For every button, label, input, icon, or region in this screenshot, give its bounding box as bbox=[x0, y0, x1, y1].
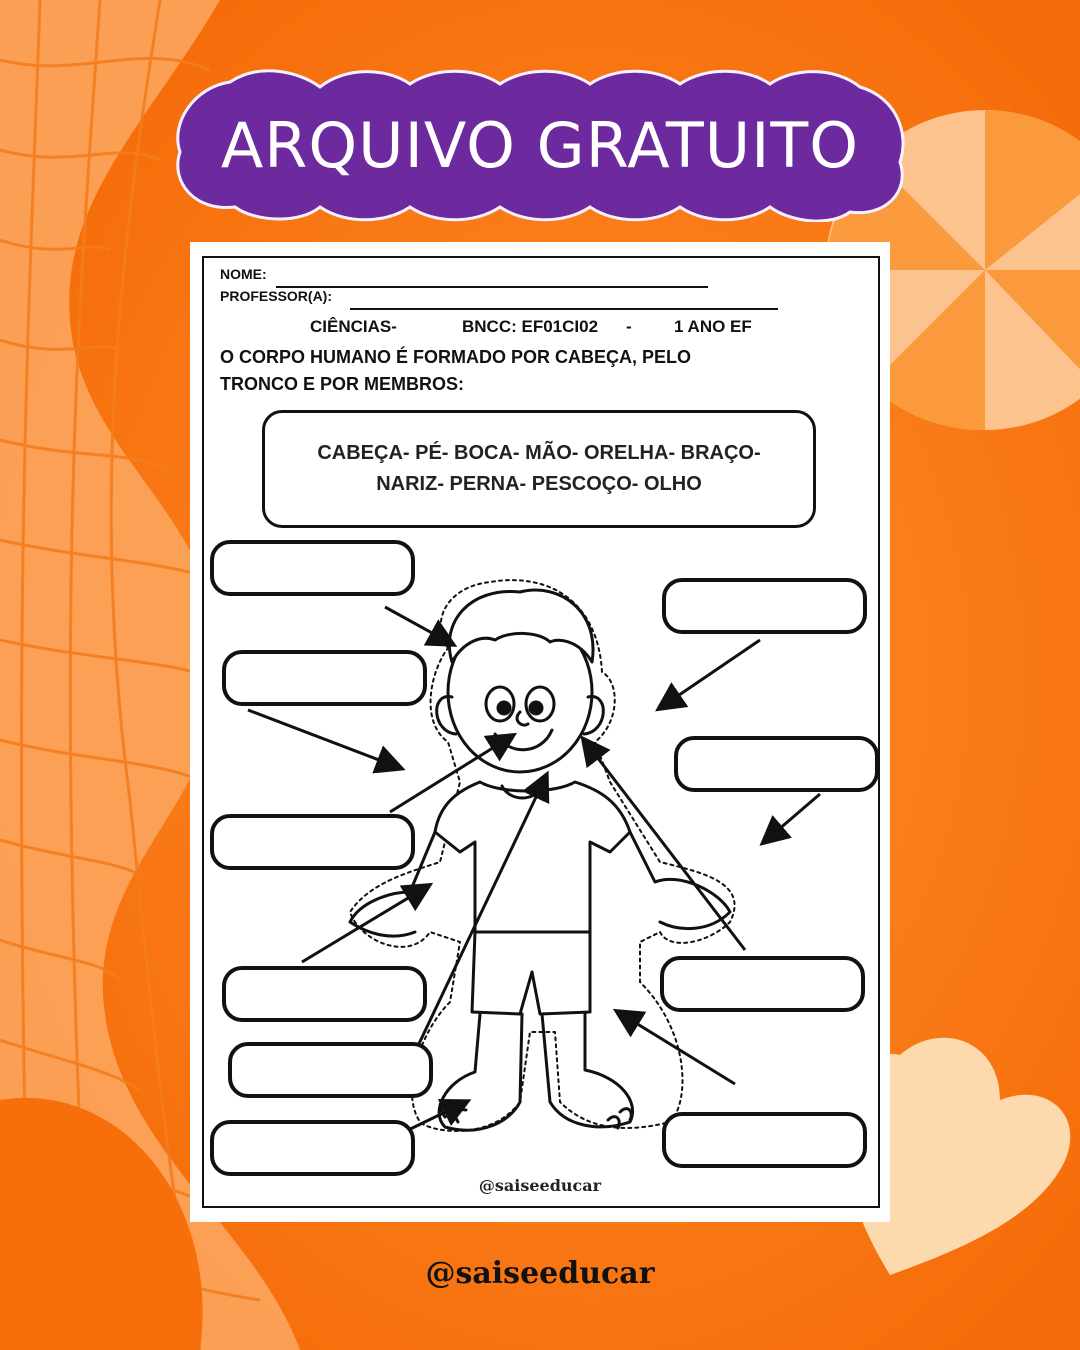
answer-blank-1[interactable] bbox=[210, 540, 415, 596]
intro-line-2: TRONCO E POR MEMBROS: bbox=[220, 374, 465, 394]
answer-blank-3[interactable] bbox=[222, 650, 427, 706]
worksheet-page bbox=[190, 242, 890, 1222]
worksheet-watermark: @saiseeducar bbox=[478, 1176, 602, 1195]
teacher-label: PROFESSOR(A): bbox=[220, 288, 332, 304]
grade-label: 1 ANO EF bbox=[674, 317, 752, 336]
name-label: NOME: bbox=[220, 266, 267, 282]
answer-blank-5[interactable] bbox=[210, 814, 415, 870]
answer-blank-8[interactable] bbox=[228, 1042, 433, 1098]
banner-title: ARQUIVO GRATUITO bbox=[220, 108, 860, 182]
intro-line-1: O CORPO HUMANO É FORMADO POR CABEÇA, PELO bbox=[220, 347, 692, 367]
subject-label: CIÊNCIAS- bbox=[310, 317, 397, 336]
answer-blank-10[interactable] bbox=[662, 1112, 867, 1168]
answer-blank-2[interactable] bbox=[662, 578, 867, 634]
answer-blank-6[interactable] bbox=[222, 966, 427, 1022]
footer-handle: @saiseeducar bbox=[425, 1256, 655, 1291]
word-bank-line-2: NARIZ- PERNA- PESCOÇO- OLHO bbox=[376, 473, 702, 495]
answer-blank-4[interactable] bbox=[674, 736, 879, 792]
header-separator: - bbox=[626, 317, 632, 336]
answer-blank-7[interactable] bbox=[660, 956, 865, 1012]
bncc-code: BNCC: EF01CI02 bbox=[462, 317, 599, 336]
word-bank-line-1: CABEÇA- PÉ- BOCA- MÃO- ORELHA- BRAÇO- bbox=[317, 442, 761, 464]
answer-blank-9[interactable] bbox=[210, 1120, 415, 1176]
